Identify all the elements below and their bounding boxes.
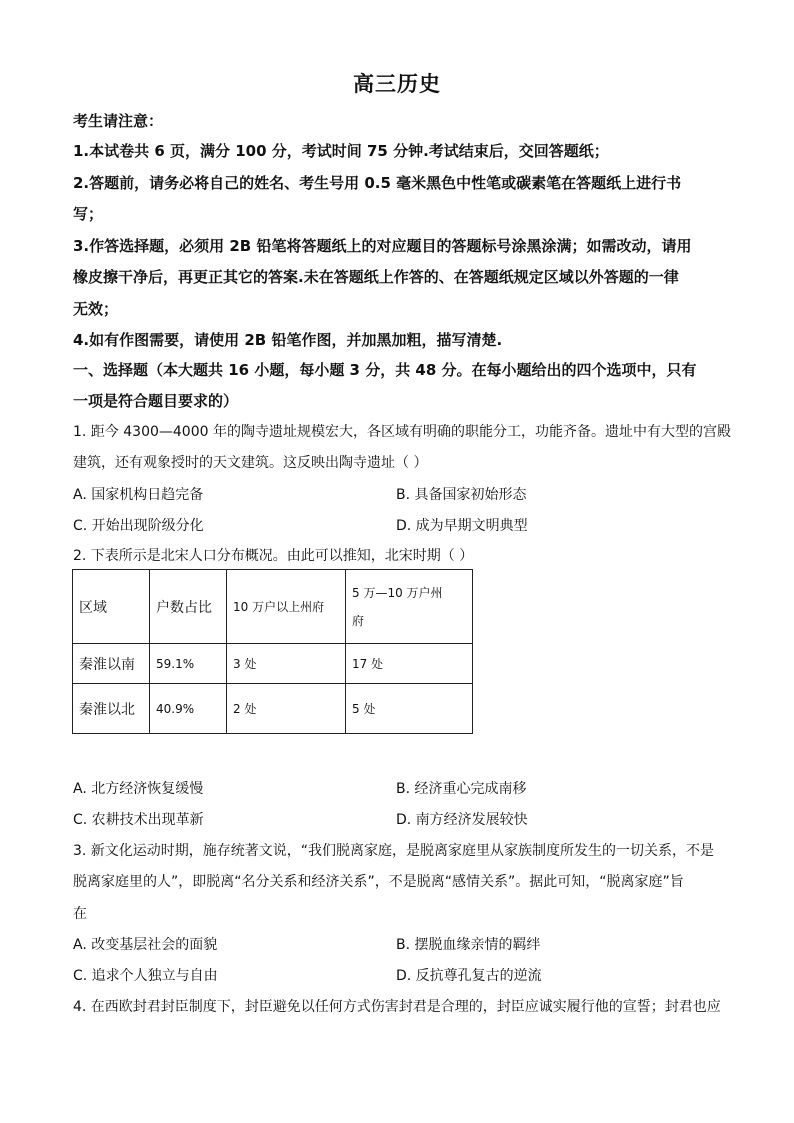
notice-item: 无效； bbox=[73, 300, 119, 318]
option-a[interactable]: A. 国家机构日趋完备 bbox=[73, 487, 204, 503]
population-table bbox=[72, 569, 473, 734]
question-stem: 脱离家庭里的人”，即脱离“名分关系和经济关系”，不是脱离“感情关系”。据此可知，“脱离家庭”旨 bbox=[73, 874, 684, 890]
option-c[interactable]: C. 开始出现阶级分化 bbox=[73, 518, 204, 534]
header-line: 5 万—10 万户州 bbox=[352, 585, 443, 600]
table-header-cell bbox=[346, 570, 473, 644]
option-c[interactable]: C. 追求个人独立与自由 bbox=[73, 968, 218, 984]
table-cell: 5 处 bbox=[346, 684, 473, 734]
notice-item: 4.如有作图需要，请使用 2B 铅笔作图，并加黑加粗，描写清楚. bbox=[73, 331, 503, 349]
table-cell: 秦淮以北 bbox=[73, 684, 150, 734]
table-cell: 3 处 bbox=[227, 644, 346, 684]
notice-item: 1.本试卷共 6 页，满分 100 分，考试时间 75 分钟.考试结束后，交回答题纸； bbox=[73, 142, 609, 160]
notice-item: 3.作答选择题，必须用 2B 铅笔将答题纸上的对应题目的答题标号涂黑涂满；如需改动，请用 bbox=[73, 237, 692, 255]
table-cell: 40.9% bbox=[150, 684, 227, 734]
table-cell: 17 处 bbox=[346, 644, 473, 684]
option-d[interactable]: D. 反抗尊孔复古的逆流 bbox=[396, 968, 542, 984]
header-line: 府 bbox=[352, 613, 365, 628]
notice-item: 2.答题前，请务必将自己的姓名、考生号用 0.5 毫米黑色中性笔或碳素笔在答题纸上进行书 bbox=[73, 174, 682, 192]
option-c[interactable]: C. 农耕技术出现革新 bbox=[73, 812, 204, 828]
option-b[interactable]: B. 具备国家初始形态 bbox=[396, 487, 527, 503]
table-row bbox=[73, 684, 473, 734]
option-a[interactable]: A. 改变基层社会的面貌 bbox=[73, 937, 218, 953]
question-stem: 建筑，还有观象授时的天文建筑。这反映出陶寺遗址（ ） bbox=[73, 455, 428, 471]
question-stem: 2. 下表所示是北宋人口分布概况。由此可以推知，北宋时期（ ） bbox=[73, 548, 474, 564]
option-a[interactable]: A. 北方经济恢复缓慢 bbox=[73, 781, 204, 797]
question-stem: 1. 距今 4300—4000 年的陶寺遗址规模宏大，各区域有明确的职能分工，功能齐备。遗址中有大型的宫殿 bbox=[73, 424, 731, 440]
table-row bbox=[73, 644, 473, 684]
table-cell: 59.1% bbox=[150, 644, 227, 684]
question-stem: 在 bbox=[73, 906, 87, 922]
notice-item: 橡皮擦干净后，再更正其它的答案.未在答题纸上作答的、在答题纸规定区域以外答题的一律 bbox=[73, 268, 679, 286]
option-b[interactable]: B. 经济重心完成南移 bbox=[396, 781, 527, 797]
table-header-cell: 10 万户以上州府 bbox=[227, 570, 346, 644]
table-cell: 秦淮以南 bbox=[73, 644, 150, 684]
option-d[interactable]: D. 南方经济发展较快 bbox=[396, 812, 528, 828]
option-d[interactable]: D. 成为早期文明典型 bbox=[396, 518, 528, 534]
table-header-row bbox=[73, 570, 473, 644]
page-title: 高三历史 bbox=[353, 72, 441, 96]
section-heading: 一、选择题（本大题共 16 小题，每小题 3 分，共 48 分。在每小题给出的四个选项中，只有 bbox=[73, 361, 697, 379]
table-header-cell: 户数占比 bbox=[150, 570, 227, 644]
table-cell: 2 处 bbox=[227, 684, 346, 734]
notice-item: 写； bbox=[73, 205, 104, 223]
notice-heading: 考生请注意： bbox=[73, 112, 164, 130]
table-header-cell: 区域 bbox=[73, 570, 150, 644]
question-stem: 3. 新文化运动时期，施存统著文说，“我们脱离家庭，是脱离家庭里从家族制度所发生的一切关系，不是 bbox=[73, 843, 715, 859]
question-stem: 4. 在西欧封君封臣制度下，封臣避免以任何方式伤害封君是合理的，封臣应诚实履行他的宣誓；封君也应 bbox=[73, 999, 721, 1015]
section-heading: 一项是符合题目要求的） bbox=[73, 392, 239, 410]
option-b[interactable]: B. 摆脱血缘亲情的羁绊 bbox=[396, 937, 541, 953]
